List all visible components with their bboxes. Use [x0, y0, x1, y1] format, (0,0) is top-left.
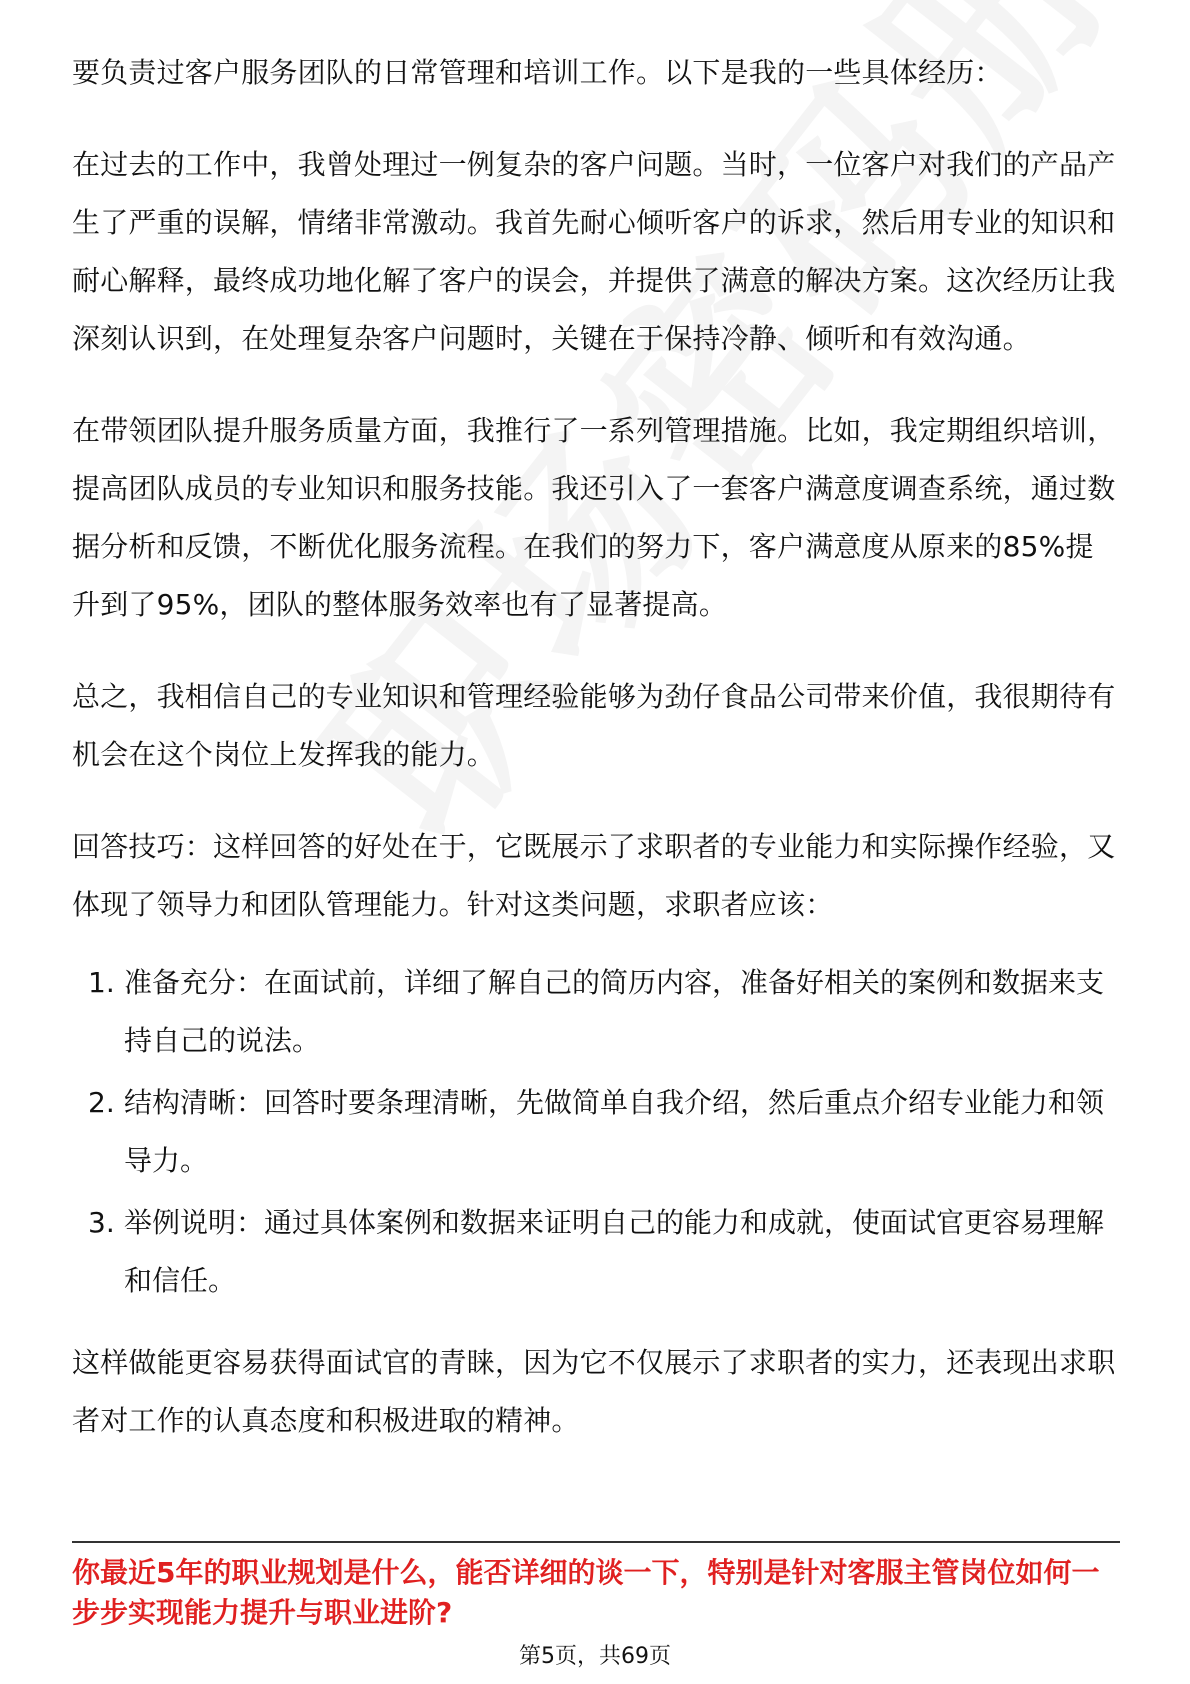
paragraph-complex-issue: 在过去的工作中，我曾处理过一例复杂的客户问题。当时，一位客户对我们的产品产生了严重的误解，情绪非常激动。我首先耐心倾听客户的诉求，然后用专业的知识和耐心解释，最终成功地化解了客户的误会，并提供了满意的解决方案。这次经历让我深刻认识到，在处理复杂客户问题时，关键在于保持冷静、倾听和有效沟通。	[72, 148, 1116, 355]
list-item	[72, 954, 1120, 1070]
list-text: 举例说明：通过具体案例和数据来证明自己的能力和成就，使面试官更容易理解和信任。	[124, 1206, 1105, 1297]
page-content	[72, 44, 1120, 1450]
paragraph-summary: 总之，我相信自己的专业知识和管理经验能够为劲仔食品公司带来价值，我很期待有机会在这个岗位上发挥我的能力。	[72, 680, 1116, 771]
list-number: 1.	[88, 966, 115, 999]
page-footer: 第5页，共69页	[519, 1644, 671, 1669]
tips-list	[72, 954, 1120, 1310]
list-number: 3.	[88, 1206, 115, 1239]
paragraph-intro: 要负责过客户服务团队的日常管理和培训工作。以下是我的一些具体经历：	[72, 56, 1003, 89]
paragraph-conclusion: 这样做能更容易获得面试官的青睐，因为它不仅展示了求职者的实力，还表现出求职者对工作的认真态度和积极进取的精神。	[72, 1346, 1116, 1437]
list-item	[72, 1194, 1120, 1310]
list-text: 结构清晰：回答时要条理清晰，先做简单自我介绍，然后重点介绍专业能力和领导力。	[124, 1086, 1105, 1177]
section-divider	[72, 1541, 1120, 1543]
paragraph-team-quality: 在带领团队提升服务质量方面，我推行了一系列管理措施。比如，我定期组织培训，提高团队成员的专业知识和服务技能。我还引入了一套客户满意度调查系统，通过数据分析和反馈，不断优化服务流程。在我们的努力下，客户满意度从原来的85%提升到了95%，团队的整体服务效率也有了显著提高。	[72, 414, 1116, 621]
list-item	[72, 1074, 1120, 1190]
next-question-heading: 你最近5年的职业规划是什么，能否详细的谈一下，特别是针对客服主管岗位如何一步步实现能力提升与职业进阶?	[72, 1556, 1100, 1629]
paragraph-answer-tips: 回答技巧：这样回答的好处在于，它既展示了求职者的专业能力和实际操作经验，又体现了领导力和团队管理能力。针对这类问题，求职者应该：	[72, 830, 1116, 921]
list-text: 准备充分：在面试前，详细了解自己的简历内容，准备好相关的案例和数据来支持自己的说法。	[124, 966, 1105, 1057]
list-number: 2.	[88, 1086, 115, 1119]
